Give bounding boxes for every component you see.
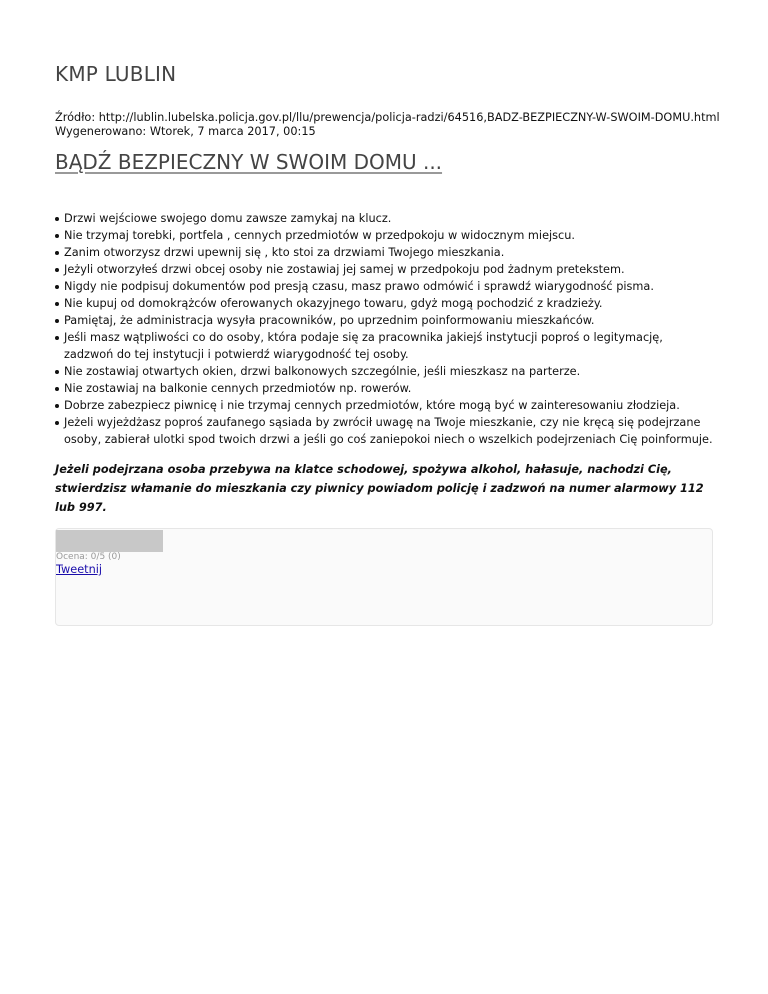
list-item: Dobrze zabezpiecz piwnicę i nie trzymaj cennych przedmiotów, które mogą być w zainteresowaniu złodzieja.	[55, 397, 715, 414]
tweet-link[interactable]: Tweetnij	[56, 563, 103, 576]
list-item: Nie zostawiaj otwartych okien, drzwi balkonowych szczególnie, jeśli mieszkasz na parterze.	[55, 363, 715, 380]
safety-tips-list	[55, 210, 715, 448]
list-item: Zanim otworzysz drzwi upewnij się , kto stoi za drzwiami Twojego mieszkania.	[55, 244, 715, 261]
site-title: KMP LUBLIN	[55, 62, 177, 86]
list-item: Pamiętaj, że administracja wysyła pracowników, po uprzednim poinformowaniu mieszkańców.	[55, 312, 715, 329]
generated-line: Wygenerowano: Wtorek, 7 marca 2017, 00:15	[55, 125, 316, 138]
list-item: Jeżeli wyjeżdżasz poproś zaufanego sąsiada by zwrócił uwagę na Twoje mieszkanie, czy nie kręcą się podejrzane osoby, zabierał ulotki spod twoich drzwi a jeśli go coś zaniepokoi niech o wszelkich podejrzeniach Cię poinformuje.	[55, 414, 715, 448]
list-item: Nie zostawiaj na balkonie cennych przedmiotów np. rowerów.	[55, 380, 715, 397]
list-item: Nigdy nie podpisuj dokumentów pod presją czasu, masz prawo odmówić i sprawdź wiarygodność pisma.	[55, 278, 715, 295]
document-meta	[55, 111, 720, 139]
rating-panel	[55, 528, 713, 626]
list-item: Jeżyli otworzyłeś drzwi obcej osoby nie zostawiaj jej samej w przedpokoju pod żadnym pretekstem.	[55, 261, 715, 278]
emergency-warning: Jeżeli podejrzana osoba przebywa na klatce schodowej, spożywa alkohol, hałasuje, nachodzi Cię, stwierdzisz włamanie do mieszkania czy piwnicy powiadom policję i zadzwoń na numer alarmowy 112 lub 997.	[55, 463, 704, 514]
list-item: Jeśli masz wątpliwości co do osoby, która podaje się za pracownika jakiejś instytucji poproś o legitymację, zadzwoń do tej instytucji i potwierdź wiarygodność tej osoby.	[55, 329, 715, 363]
rating-score: Ocena: 0/5 (0)	[56, 552, 121, 562]
list-item: Nie kupuj od domokrążców oferowanych okazyjnego towaru, gdyż mogą pochodzić z kradzieży.	[55, 295, 715, 312]
article-title: BĄDŹ BEZPIECZNY W SWOIM DOMU ...	[55, 150, 443, 174]
source-line: Źródło: http://lublin.lubelska.policja.gov.pl/llu/prewencja/policja-radzi/64516,BADZ-BEZPIECZNY-W-SWOIM-DOMU.html	[55, 111, 720, 124]
list-item: Nie trzymaj torebki, portfela , cennych przedmiotów w przedpokoju w widocznym miejscu.	[55, 227, 715, 244]
rating-stars-widget[interactable]	[56, 530, 163, 552]
list-item: Drzwi wejściowe swojego domu zawsze zamykaj na klucz.	[55, 210, 715, 227]
